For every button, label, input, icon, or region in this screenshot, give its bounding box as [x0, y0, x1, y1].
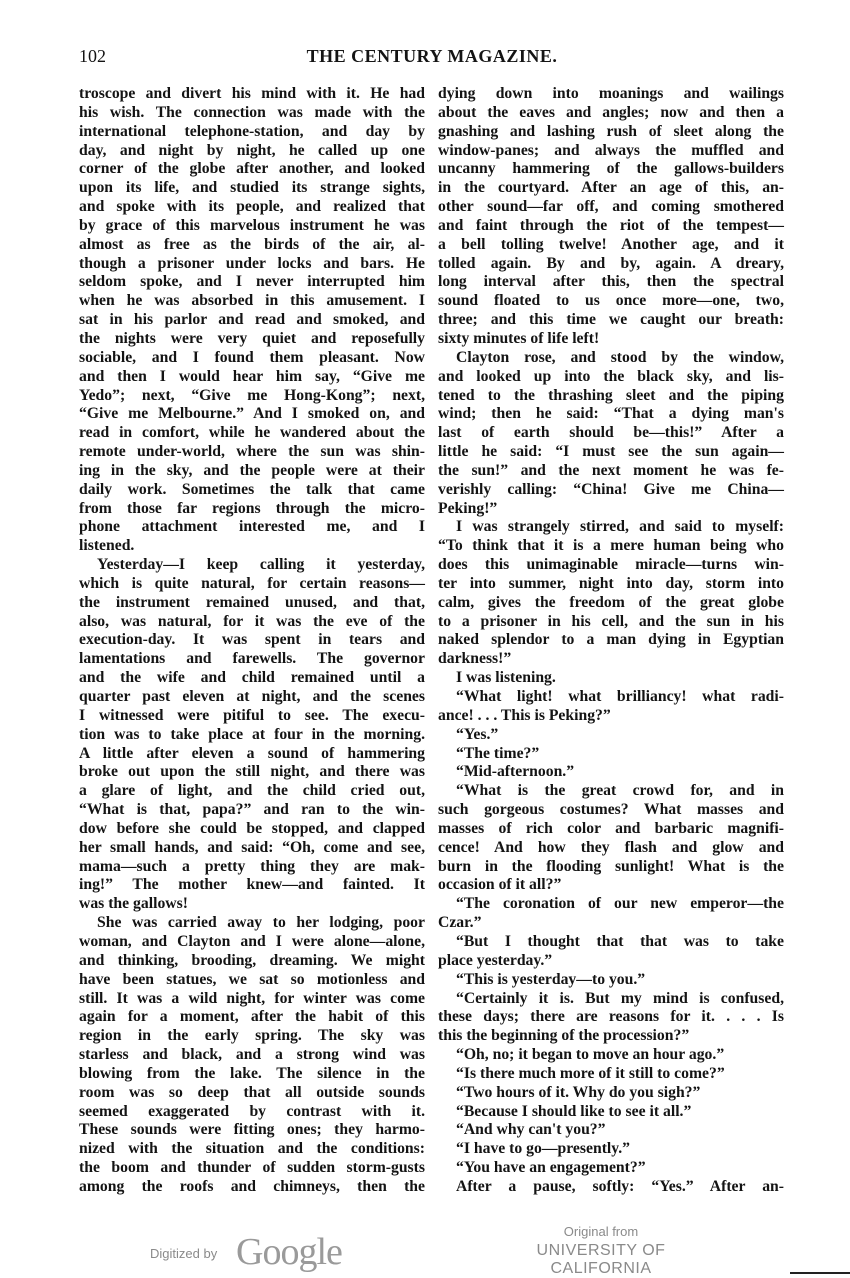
text-line: in the courtyard. After an age of this, an-	[438, 179, 784, 197]
text-line: woman, and Clayton and I were alone—alone,	[79, 932, 425, 950]
text-line: quarter past eleven at night, and the scenes	[79, 688, 425, 705]
running-title: THE CENTURY MAGAZINE.	[306, 46, 558, 66]
original-source	[486, 1224, 716, 1278]
text-line: “The time?”	[456, 744, 540, 762]
text-line: read in comfort, while he wandered about the	[79, 424, 425, 442]
text-line: “What is that, papa?” and ran to the win-	[79, 801, 425, 819]
text-line: “Oh, no; it began to move an hour ago.”	[456, 1046, 725, 1064]
text-line: seemed exaggerated by contrast with it.	[79, 1102, 425, 1120]
university-label: UNIVERSITY OF CALIFORNIA	[536, 1242, 666, 1277]
text-line: by grace of this marvelous instrument he was	[79, 216, 425, 234]
text-line: tened to the thrashing sleet and the piping	[438, 386, 784, 404]
text-line: phone attachment interested me, and I	[79, 518, 425, 536]
text-line: and faint through the riot of the tempest—	[438, 216, 784, 234]
text-line: “The coronation of our new emperor—the	[456, 895, 784, 913]
text-line: “This is yesterday—to you.”	[456, 970, 646, 988]
text-line: corner of the globe after another, and looked	[79, 160, 425, 178]
text-line: “Give me Melbourne.” And I smoked on, and	[79, 405, 425, 423]
text-line: seldom spoke, and I never interrupted him	[79, 273, 425, 291]
text-line: “And why can't you?”	[456, 1121, 606, 1139]
text-line: such gorgeous costumes? What masses and	[438, 801, 784, 819]
text-line: “Two hours of it. Why do you sigh?”	[456, 1083, 701, 1101]
text-line: “But I thought that that was to take	[456, 932, 784, 950]
page-number: 102	[79, 46, 106, 66]
text-line: little he said: “I must see the sun again—	[438, 443, 784, 461]
text-line: verishly calling: “China! Give me China—	[438, 480, 784, 498]
text-line: the boom and thunder of sudden storm-gusts	[79, 1159, 425, 1177]
text-line: “To think that it is a mere human being who	[438, 537, 784, 555]
text-line: These sounds were fitting ones; they harmo-	[79, 1121, 425, 1139]
text-line: Czar.”	[438, 914, 482, 932]
text-line: ing in the sky, and the people were at their	[79, 461, 425, 479]
text-line: these days; there are reasons for it. . . . Is	[438, 1008, 784, 1026]
text-line: execution-day. It was spent in tears and	[79, 631, 425, 649]
text-line: dying down into moanings and wailings	[438, 85, 784, 102]
text-line: “Yes.”	[456, 725, 499, 743]
text-line: gnashing and lashing rush of sleet along the	[438, 122, 784, 140]
text-line: lamentations and farewells. The governor	[79, 650, 425, 668]
text-line: three; and this time we caught our breath:	[438, 311, 784, 329]
text-line: this the beginning of the procession?”	[438, 1027, 690, 1045]
text-line: “I have to go—presently.”	[456, 1140, 631, 1158]
text-line: troscope and divert his mind with it. He had	[79, 85, 425, 102]
text-line: day, and night by night, he called up one	[79, 141, 425, 159]
text-line: and then I would hear him say, “Give me	[79, 367, 425, 385]
text-line: She was carried away to her lodging, poor	[97, 914, 425, 932]
scan-edge-mark	[790, 1272, 850, 1274]
text-line: ter into summer, night into day, storm into	[438, 574, 784, 592]
text-line: which is quite natural, for certain reasons—	[79, 574, 425, 592]
text-line: remote under-world, where the sun was shin-	[79, 443, 425, 461]
text-line: A little after eleven a sound of hammering	[79, 744, 425, 762]
text-line: “Because I should like to see it all.”	[456, 1102, 692, 1120]
text-line: though a prisoner under locks and bars. He	[79, 254, 425, 272]
text-line: among the roofs and chimneys, then the	[79, 1177, 425, 1195]
text-line: when he was absorbed in this amusement. I	[79, 292, 425, 310]
text-line: Clayton rose, and stood by the window,	[456, 348, 784, 366]
text-line: international telephone-station, and day by	[79, 122, 425, 140]
text-line: darkness!”	[438, 650, 512, 668]
text-line: “Is there much more of it still to come?”	[456, 1064, 725, 1082]
text-line: sat in his parlor and read and smoked, and	[79, 311, 425, 329]
text-line: blowing from the lake. The silence in the	[79, 1064, 425, 1082]
text-line: “Mid-afternoon.”	[456, 763, 575, 781]
text-line: sound floated to us once more—one, two,	[438, 292, 784, 310]
text-line: After a pause, softly: “Yes.” After an-	[456, 1177, 784, 1195]
text-line: the instrument remained unused, and that,	[79, 593, 425, 611]
text-line: masses of rich color and barbaric magnifi-	[438, 819, 784, 837]
text-line: the nights were very quiet and reposefully	[79, 329, 425, 347]
text-line: I witnessed were pitiful to see. The execu-	[79, 706, 425, 724]
digitized-by-label: Digitized by	[150, 1246, 218, 1261]
text-line: still. It was a wild night, for winter was come	[79, 989, 425, 1007]
text-line: Yedo”; next, “Give me Hong-Kong”; next,	[79, 386, 425, 404]
digitized-by-google-watermark	[150, 1230, 350, 1273]
text-line: sixty minutes of life left!	[438, 329, 600, 347]
text-line: region in the early spring. The sky was	[79, 1027, 425, 1045]
text-line: window-panes; and always the muffled and	[438, 141, 784, 159]
text-line: room was so deep that all outside sounds	[79, 1083, 425, 1101]
text-line: long interval after this, then the spectral	[438, 273, 784, 291]
text-line: his wish. The connection was made with the	[79, 103, 425, 121]
text-line: upon its life, and studied its strange sights,	[79, 179, 425, 197]
text-line: wind; then he said: “That a dying man's	[438, 405, 784, 423]
right-column	[438, 85, 784, 1197]
text-line: “You have an engagement?”	[456, 1159, 646, 1177]
text-line: about the eaves and angles; now and then a	[438, 103, 784, 121]
text-line: mama—such a pretty thing they are mak-	[79, 857, 425, 875]
text-line: ing!” The mother knew—and fainted. It	[79, 876, 425, 894]
original-from-label: Original from	[563, 1224, 639, 1239]
text-line: was the gallows!	[79, 895, 188, 913]
text-line: I was listening.	[456, 669, 556, 687]
text-line: and spoke with its people, and realized that	[79, 198, 425, 216]
google-logo: Google	[236, 1231, 342, 1273]
text-line: burn in the flooding sunlight! What is the	[438, 857, 784, 875]
text-line: from those far regions through the micro-	[79, 499, 425, 517]
text-line: nized with the situation and the conditions:	[79, 1140, 425, 1158]
text-line: her small hands, and said: “Oh, come and see,	[79, 838, 425, 856]
text-line: “What is the great crowd for, and in	[456, 782, 784, 800]
text-line: starless and black, and a strong wind was	[79, 1046, 425, 1064]
text-line: broke out upon the still night, and there was	[79, 763, 425, 781]
text-line: uncanny hammering of the gallows-builders	[438, 160, 784, 178]
text-line: “Certainly it is. But my mind is confused,	[456, 989, 784, 1007]
text-line: last of earth should be—this!” After a	[438, 424, 784, 442]
text-line: occasion of it all?”	[438, 876, 562, 894]
text-line: also, was natural, for it was the eve of the	[79, 612, 425, 630]
text-line: other sound—far off, and coming smothered	[438, 198, 784, 216]
page-header	[79, 46, 785, 72]
text-line: and looked up into the black sky, and lis-	[438, 367, 784, 385]
text-line: and the wife and child remained until a	[79, 669, 425, 687]
text-line: ance! . . . This is Peking?”	[438, 706, 611, 724]
text-line: dow before she could be stopped, and clapped	[79, 819, 425, 837]
text-line: cence! And how they flash and glow and	[438, 838, 784, 856]
text-line: again for a moment, after the habit of this	[79, 1008, 425, 1026]
text-line: I was strangely stirred, and said to myself:	[456, 518, 784, 536]
text-line: to a prisoner in his cell, and the sun in his	[438, 612, 784, 630]
text-line: does this unimaginable miracle—turns win-	[438, 556, 784, 574]
text-line: a bell tolling twelve! Another age, and it	[438, 235, 784, 253]
text-line: sociable, and I found them pleasant. Now	[79, 348, 425, 366]
text-line: Yesterday—I keep calling it yesterday,	[97, 556, 425, 574]
footer	[0, 1222, 850, 1277]
text-line: “What light! what brilliancy! what radi-	[456, 688, 784, 705]
text-line: daily work. Sometimes the talk that came	[79, 480, 425, 498]
text-line: tolled again. By and by, again. A dreary,	[438, 254, 784, 272]
text-line: a glare of light, and the child cried out,	[79, 782, 425, 800]
text-line: and thinking, brooding, dreaming. We might	[79, 951, 425, 969]
text-line: tion was to take place at four in the morning.	[79, 725, 425, 743]
text-line: place yesterday.”	[438, 951, 553, 969]
text-line: Peking!”	[438, 499, 498, 517]
text-line: listened.	[79, 537, 135, 555]
text-line: naked splendor to a man dying in Egyptian	[438, 631, 784, 649]
text-line: have been statues, we sat so motionless and	[79, 970, 425, 988]
text-line: calm, gives the freedom of the great globe	[438, 593, 784, 611]
text-line: almost as free as the birds of the air, al-	[79, 235, 425, 253]
left-column	[79, 85, 425, 1197]
text-line: the sun!” and the next moment he was fe-	[438, 461, 784, 479]
